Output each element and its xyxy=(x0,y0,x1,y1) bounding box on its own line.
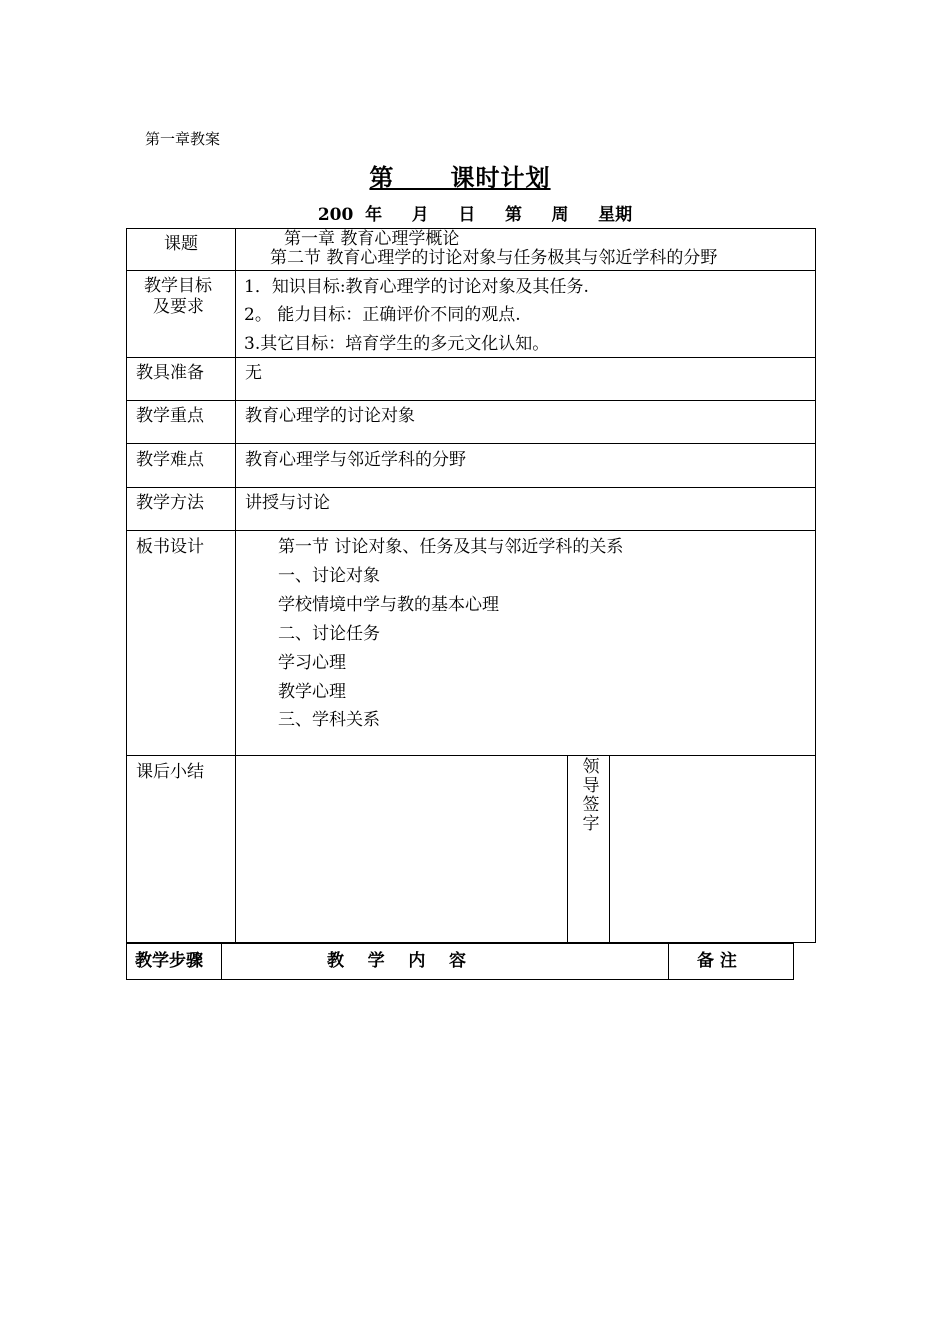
tools-label: 教具准备 xyxy=(136,363,204,383)
row-divider xyxy=(126,487,816,488)
row-divider xyxy=(126,357,816,358)
row-divider xyxy=(126,443,816,444)
row-divider xyxy=(126,270,816,271)
summary-input-area[interactable] xyxy=(236,756,566,942)
date-line: 200 年 月 日 第 周 星期 xyxy=(317,205,633,225)
content-header-label: 教 学 内 容 xyxy=(327,951,467,971)
steps-divider xyxy=(221,943,222,980)
board-line: 学习心理 xyxy=(278,653,346,673)
board-line: 学校情境中学与教的基本心理 xyxy=(278,595,499,615)
key-points-label: 教学重点 xyxy=(136,406,204,426)
board-line: 三、学科关系 xyxy=(278,710,380,730)
goals-label-line2: 及要求 xyxy=(153,297,204,317)
difficulties-value: 教育心理学与邻近学科的分野 xyxy=(245,450,466,470)
tools-value: 无 xyxy=(245,363,262,383)
signature-label: 领导签字 xyxy=(578,757,599,833)
summary-label: 课后小结 xyxy=(136,762,204,782)
board-line: 二、讨论任务 xyxy=(278,624,380,644)
topic-chapter: 第一章 教育心理学概论 xyxy=(284,229,460,249)
summary-divider xyxy=(567,755,568,943)
difficulties-label: 教学难点 xyxy=(136,450,204,470)
goal-item: 3.其它目标：培育学生的多元文化认知。 xyxy=(244,334,550,354)
method-label: 教学方法 xyxy=(136,493,204,513)
signature-label-cell xyxy=(569,757,609,937)
steps-divider xyxy=(668,943,669,980)
row-divider xyxy=(126,400,816,401)
board-line: 教学心理 xyxy=(278,682,346,702)
goals-label-line1: 教学目标 xyxy=(144,276,212,296)
notes-header-label: 备 注 xyxy=(697,951,737,971)
topic-label: 课题 xyxy=(164,234,198,254)
board-label: 板书设计 xyxy=(136,537,204,557)
key-points-value: 教育心理学的讨论对象 xyxy=(245,406,415,426)
page-title: 第 课时计划 xyxy=(369,163,551,192)
method-value: 讲授与讨论 xyxy=(245,493,330,513)
header-note: 第一章教案 xyxy=(145,130,221,148)
topic-section: 第二节 教育心理学的讨论对象与任务极其与邻近学科的分野 xyxy=(270,248,718,268)
steps-header-label: 教学步骤 xyxy=(135,951,203,971)
row-divider xyxy=(126,530,816,531)
board-line: 一、讨论对象 xyxy=(278,566,380,586)
goal-item: 2。 能力目标：正确评价不同的观点. xyxy=(244,305,521,325)
board-line: 第一节 讨论对象、任务及其与邻近学科的关系 xyxy=(278,537,624,557)
signature-input-area[interactable] xyxy=(610,756,815,942)
goal-item: 1．知识目标:教育心理学的讨论对象及其任务. xyxy=(244,277,589,297)
